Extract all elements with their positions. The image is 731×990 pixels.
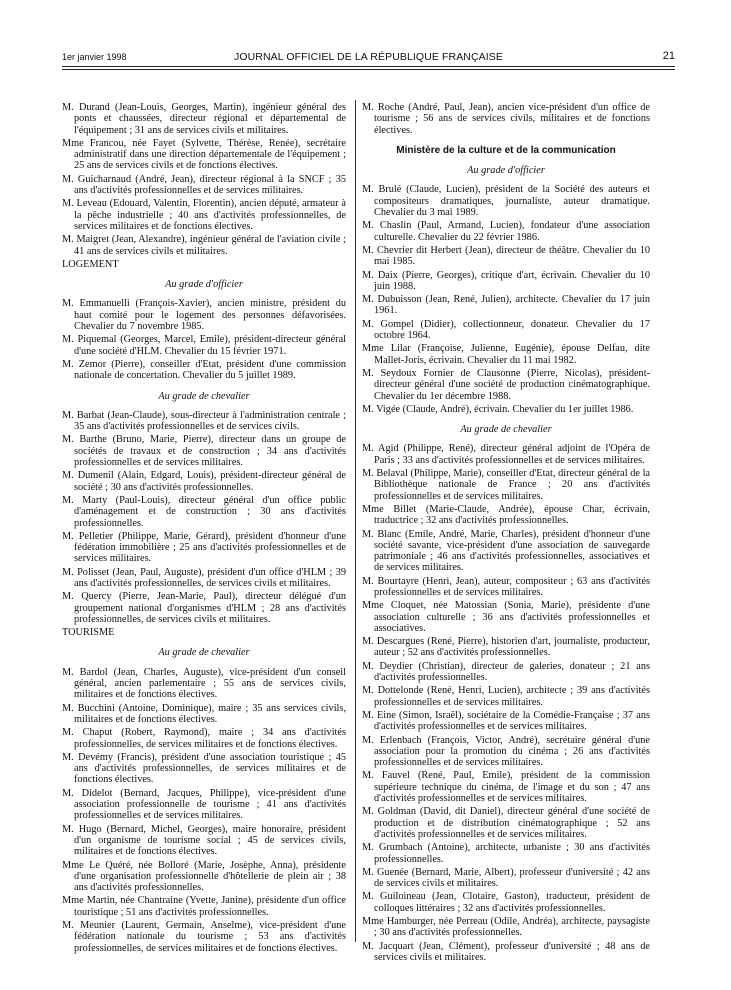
honoree-entry: Mme Hamburger, née Perreau (Odile, Andréa), architecte, paysagiste ; 30 ans d'activités professionnelles. [362, 916, 650, 939]
honoree-entry: M. Chaslin (Paul, Armand, Lucien), fondateur d'une association culturelle. Chevalier du 22 février 1986. [362, 220, 650, 243]
header-rule-secondary [62, 69, 675, 70]
right-column [362, 102, 650, 965]
honoree-entry: M. Guicharnaud (André, Jean), directeur régional à la SNCF ; 35 ans d'activités professionnelles et de services militaires. [62, 173, 346, 197]
honoree-entry: M. Piquemal (Georges, Marcel, Emile), président-directeur général d'une société d'HLM. Chevalier du 15 février 1971. [62, 334, 346, 357]
honoree-entry: M. Guenée (Bernard, Marie, Albert), professeur d'université ; 42 ans de services civils et militaires. [362, 866, 650, 890]
honoree-entry: Mme Le Quéré, née Bolloré (Marie, Josèphe, Anna), présidente d'une organisation professionnelle d'hôtellerie de plein air ; 38 ans d'activités professionnelles. [62, 859, 346, 894]
honoree-entry: M. Grumbach (Antoine), architecte, urbaniste ; 30 ans d'activités professionnelles. [362, 842, 650, 865]
honoree-entry: M. Marty (Paul-Louis), directeur général d'un office public d'aménagement et de construction ; 30 ans d'activités professionnelles. [62, 494, 346, 529]
grade-heading: Au grade d'officier [467, 165, 545, 177]
grade-heading: Au grade de chevalier [158, 647, 250, 659]
honoree-entry: M. Bucchini (Antoine, Dominique), maire ; 35 ans services civils, militaires et de fonctions électives. [62, 702, 346, 725]
honoree-entry: M. Brulé (Claude, Lucien), président de la Société des auteurs et compositeurs dramatiques, journaliste, auteur dramatique. Chevalier du 3 mai 1989. [362, 184, 650, 219]
honoree-entry: M. Pelletier (Philippe, Marie, Gérard), président d'honneur d'une fédération immobilière ; 25 ans d'activités professionnelles et de services militaires. [62, 530, 346, 565]
honoree-entry: M. Chaput (Robert, Raymond), maire ; 34 ans d'activités professionnelles, de services militaires et de fonctions électives. [62, 727, 346, 750]
honoree-entry: M. Hugo (Bernard, Michel, Georges), maire honoraire, président d'un organisme de tourisme social ; 45 de services civils, militaires et de fonctions électives. [62, 823, 346, 858]
honoree-entry: M. Vigée (Claude, André), écrivain. Chevalier du 1er juillet 1986. [362, 403, 634, 415]
honoree-entry: M. Descargues (René, Pierre), historien d'art, journaliste, producteur, auteur ; 52 ans d'activités professionnelles. [362, 636, 650, 659]
honoree-entry: Mme Martin, née Chantraine (Yvette, Janine), présidente d'un office touristique ; 51 ans d'activités professionnelles. [62, 895, 346, 918]
grade-heading: Au grade de chevalier [460, 424, 552, 436]
honoree-entry: M. Didelot (Bernard, Jacques, Philippe), vice-président d'une association professionnelle de tourisme ; 41 ans d'activités professionnelles et de services militaires. [62, 787, 346, 822]
honoree-entry: M. Gompel (Didier), collectionneur, donateur. Chevalier du 17 octobre 1964. [362, 318, 650, 342]
honoree-entry: M. Blanc (Emile, André, Marie, Charles), président d'honneur d'une société savante, vice-président d'une association de sauvegarde patrimoniale ; 46 ans d'activités professionnelles, associatives et de services militaires. [362, 528, 650, 574]
honoree-entry: M. Deydier (Christian), directeur de galeries, donateur ; 21 ans d'activités professionnelles. [362, 660, 650, 684]
honoree-entry: Mme Francou, née Fayet (Sylvette, Thérèse, Renée), secrétaire administratif dans une direction départementale de l'équipement ; 25 ans de services civils et de fonctions électives. [62, 137, 346, 172]
honoree-entry: M. Roche (André, Paul, Jean), ancien vice-président d'un office de tourisme ; 56 ans de services civils, militaires et de fonctions électives. [362, 102, 650, 136]
page-header [62, 50, 675, 66]
section-heading: LOGEMENT [62, 258, 119, 270]
honoree-entry: M. Eine (Simon, Israël), sociétaire de la Comédie-Française ; 37 ans d'activités professionnelles et de services militaires. [362, 709, 650, 733]
honoree-entry: M. Meunier (Laurent, Germain, Anselme), vice-président d'une fédération nationale du tourisme ; 53 ans d'activités professionnelles, de services militaires et de fonctions électives. [62, 920, 346, 954]
honoree-entry: M. Bourtayre (Henri, Jean), auteur, compositeur ; 63 ans d'activités professionnelles et de services militaires. [362, 575, 650, 598]
grade-heading: Au grade d'officier [165, 279, 243, 291]
honoree-entry: Mme Billet (Marie-Claude, Andrée), épouse Char, écrivain, traductrice ; 32 ans d'activités professionnelles. [362, 503, 650, 527]
honoree-entry: M. Belaval (Philippe, Marie), conseiller d'Etat, directeur général de la Bibliothèque nationale de France ; 20 ans d'activités professionnelles et de services militaires. [362, 468, 650, 502]
honoree-entry: M. Daix (Pierre, Georges), critique d'art, écrivain. Chevalier du 10 juin 1988. [362, 269, 650, 292]
honoree-entry: M. Chevrier dit Herbert (Jean), directeur de théâtre. Chevalier du 10 mai 1985. [362, 244, 650, 268]
page-number: 21 [662, 50, 675, 62]
honoree-entry: M. Maigret (Jean, Alexandre), ingénieur général de l'aviation civile ; 41 ans de services civils et militaires. [62, 234, 346, 257]
left-column [62, 102, 346, 956]
honoree-entry: M. Leveau (Edouard, Valentin, Florentin), ancien député, armateur à la pêche industrielle ; 40 ans d'activités professionnelles, de services militaires et de fonctions électives. [62, 198, 346, 232]
honoree-entry: M. Barthe (Bruno, Marie, Pierre), directeur dans un groupe de sociétés de travaux et de construction ; 34 ans d'activités professionnelles et de services militaires. [62, 434, 346, 469]
section-heading: TOURISME [62, 627, 115, 639]
journal-title: JOURNAL OFFICIEL DE LA RÉPUBLIQUE FRANÇAISE [234, 51, 503, 63]
grade-heading: Au grade de chevalier [158, 390, 250, 402]
honoree-entry: M. Durand (Jean-Louis, Georges, Martin), ingénieur général des ponts et chaussées, directeur régional et départemental de l'équipement ; 31 ans de services civils et militaires. [62, 102, 346, 136]
honoree-entry: Mme Lilar (Françoise, Julienne, Eugénie), épouse Delfau, dite Mallet-Joris, écrivain. Chevalier du 11 mai 1982. [362, 343, 650, 366]
honoree-entry: M. Polisset (Jean, Paul, Auguste), président d'un office d'HLM ; 39 ans d'activités professionnelles, de services civils et militaires. [62, 566, 346, 589]
header-rule [62, 66, 675, 67]
honoree-entry: Mme Cloquet, née Matossian (Sonia, Marie), présidente d'une association culturelle ; 36 ans d'activités professionnelles et associatives. [362, 600, 650, 634]
column-divider [355, 100, 356, 942]
honoree-entry: M. Seydoux Fornier de Clausonne (Pierre, Nicolas), président-directeur général d'une société de production cinématographique. Chevalier du 1er décembre 1988. [362, 367, 650, 402]
honoree-entry: M. Quercy (Pierre, Jean-Marie, Paul), directeur délégué d'un groupement national d'organismes d'HLM ; 28 ans d'activités professionnelles, de services civils et militaires. [62, 591, 346, 625]
honoree-entry: M. Emmanuelli (François-Xavier), ancien ministre, président du haut comité pour le logement des personnes défavorisées. Chevalier du 7 novembre 1985. [62, 298, 346, 333]
honoree-entry: M. Dottelonde (René, Henri, Lucien), architecte ; 39 ans d'activités professionnelles et de services militaires. [362, 685, 650, 708]
ministry-heading: Ministère de la culture et de la communication [396, 144, 616, 156]
honoree-entry: M. Zemor (Pierre), conseiller d'Etat, président d'une commission nationale de concertation. Chevalier du 5 juillet 1989. [62, 358, 346, 382]
honoree-entry: M. Agid (Philippe, René), directeur général adjoint de l'Opéra de Paris ; 33 ans d'activités professionnelles et de services militaires. [362, 443, 650, 466]
honoree-entry: M. Devémy (Francis), président d'une association touristique ; 45 ans d'activités professionnelles, de services militaires et de fonctions électives. [62, 751, 346, 786]
honoree-entry: M. Dubuisson (Jean, René, Julien), architecte. Chevalier du 17 juin 1961. [362, 294, 650, 317]
honoree-entry: M. Barbat (Jean-Claude), sous-directeur à l'administration centrale ; 35 ans d'activités professionnelles et de services civils. [62, 409, 346, 433]
honoree-entry: M. Goldman (David, dit Daniel), directeur général d'une société de production et de distribution cinématographique ; 52 ans d'activités professionnelles et de services militaires. [362, 806, 650, 840]
honoree-entry: M. Jacquart (Jean, Clément), professeur d'université ; 48 ans de services civils et militaires. [362, 940, 650, 963]
honoree-entry: M. Guiloineau (Jean, Clotaire, Gaston), traducteur, président de colloques littéraires ; 32 ans d'activités professionnelles. [362, 891, 650, 914]
issue-date: 1er janvier 1998 [62, 52, 127, 62]
honoree-entry: M. Bardol (Jean, Charles, Auguste), vice-président d'un conseil général, ancien parlementaire ; 55 ans de services civils, militaires et de fonctions électives. [62, 666, 346, 701]
honoree-entry: M. Erlenbach (François, Victor, André), secrétaire général d'une association pour la promotion du cinéma ; 26 ans d'activités professionnelles et de services militaires. [362, 734, 650, 769]
honoree-entry: M. Fauvel (René, Paul, Emile), président de la commission supérieure technique du cinéma, de l'image et du son ; 47 ans d'activités professionnelles et de services militaires. [362, 770, 650, 805]
honoree-entry: M. Dumenil (Alain, Edgard, Louis), président-directeur général de société ; 30 ans d'activités professionnelles. [62, 470, 346, 493]
